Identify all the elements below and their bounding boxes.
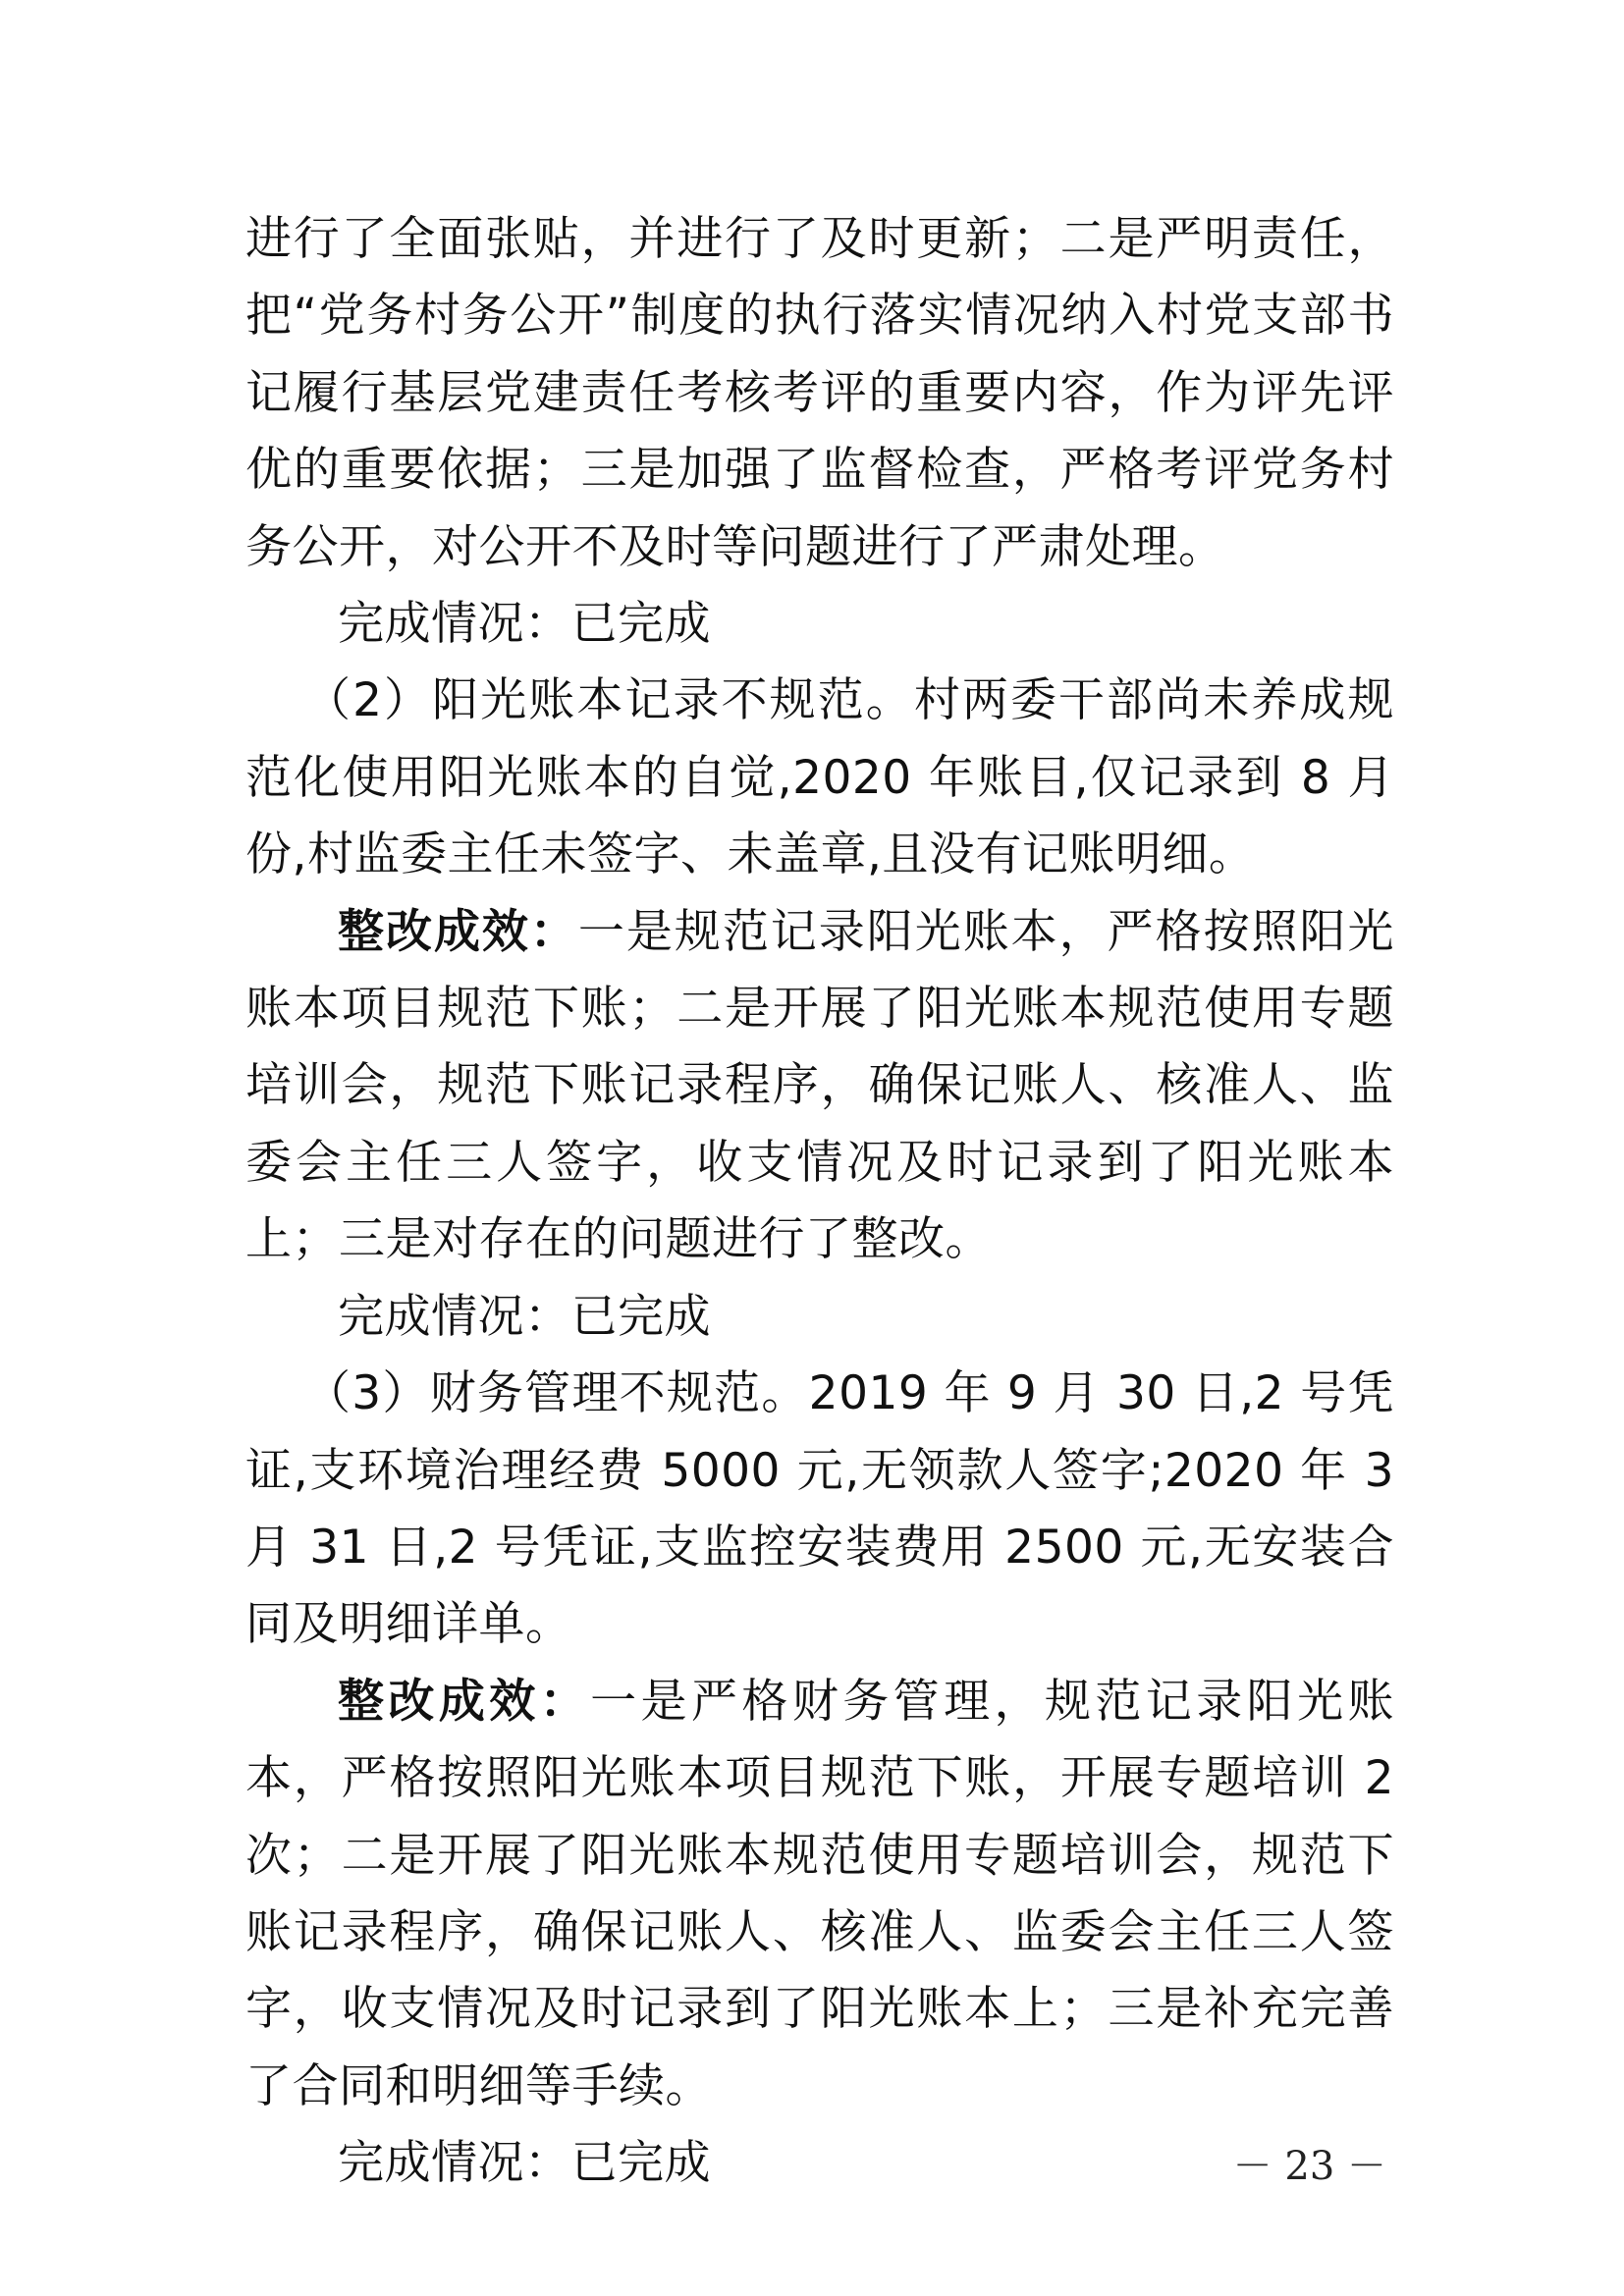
paragraph-text: 进行了全面张贴，并进行了及时更新；二是严明责任，把“党务村务公开”制度的执行落实情况纳入村党支部书记履行基层党建责任考核考评的重要内容，作为评先评优的重要依据；三是加强了监督检查，严格考评党务村务公开，对公开不及时等问题进行了严肃处理。	[245, 212, 1394, 574]
paragraph-issue-3-finance	[245, 1356, 1394, 1664]
completion-status-text: 完成情况：已完成	[338, 1289, 711, 1344]
paragraph-completion-status-3	[245, 2125, 1394, 2202]
issue-text: （2）阳光账本记录不规范。村两委干部尚未养成规范化使用阳光账本的自觉,2020 年账目,仅记录到 8 月份,村监委主任未签字、未盖章,且没有记账明细。	[245, 673, 1394, 882]
paragraph-rectification-3	[245, 1664, 1394, 2125]
issue-text: （3）财务管理不规范。2019 年 9 月 30 日,2 号凭证,支环境治理经费 5000 元,无领款人签字;2020 年 3 月 31 日,2 号凭证,支监控安装费用 2500 元,无安装合同及明细详单。	[245, 1366, 1394, 1652]
rectification-text: 一是严格财务管理，规范记录阳光账本，严格按照阳光账本项目规范下账，开展专题培训 2 次；二是开展了阳光账本规范使用专题培训会，规范下账记录程序，确保记账人、核准人、监委会主任三人签字，收支情况及时记录到了阳光账本上；三是补充完善了合同和明细等手续。	[245, 1674, 1394, 2113]
rectification-lead-label: 整改成效：	[338, 904, 578, 959]
rectification-lead-label: 整改成效：	[338, 1674, 591, 1729]
completion-status-text: 完成情况：已完成	[338, 2136, 711, 2191]
rectification-text: 一是规范记录阳光账本，严格按照阳光账本项目规范下账；二是开展了阳光账本规范使用专题培训会，规范下账记录程序，确保记账人、核准人、监委会主任三人签字，收支情况及时记录到了阳光账本上；三是对存在的问题进行了整改。	[245, 904, 1395, 1267]
document-body	[245, 201, 1394, 2203]
completion-status-text: 完成情况：已完成	[338, 597, 711, 652]
paragraph-issue-2-ledger	[245, 663, 1394, 893]
page-number: － 23 －	[1232, 2144, 1386, 2189]
paragraph-completion-status-2	[245, 1279, 1394, 1356]
paragraph-disclosure-measures	[245, 201, 1394, 586]
paragraph-rectification-2	[245, 894, 1394, 1279]
paragraph-completion-status-1	[245, 586, 1394, 663]
